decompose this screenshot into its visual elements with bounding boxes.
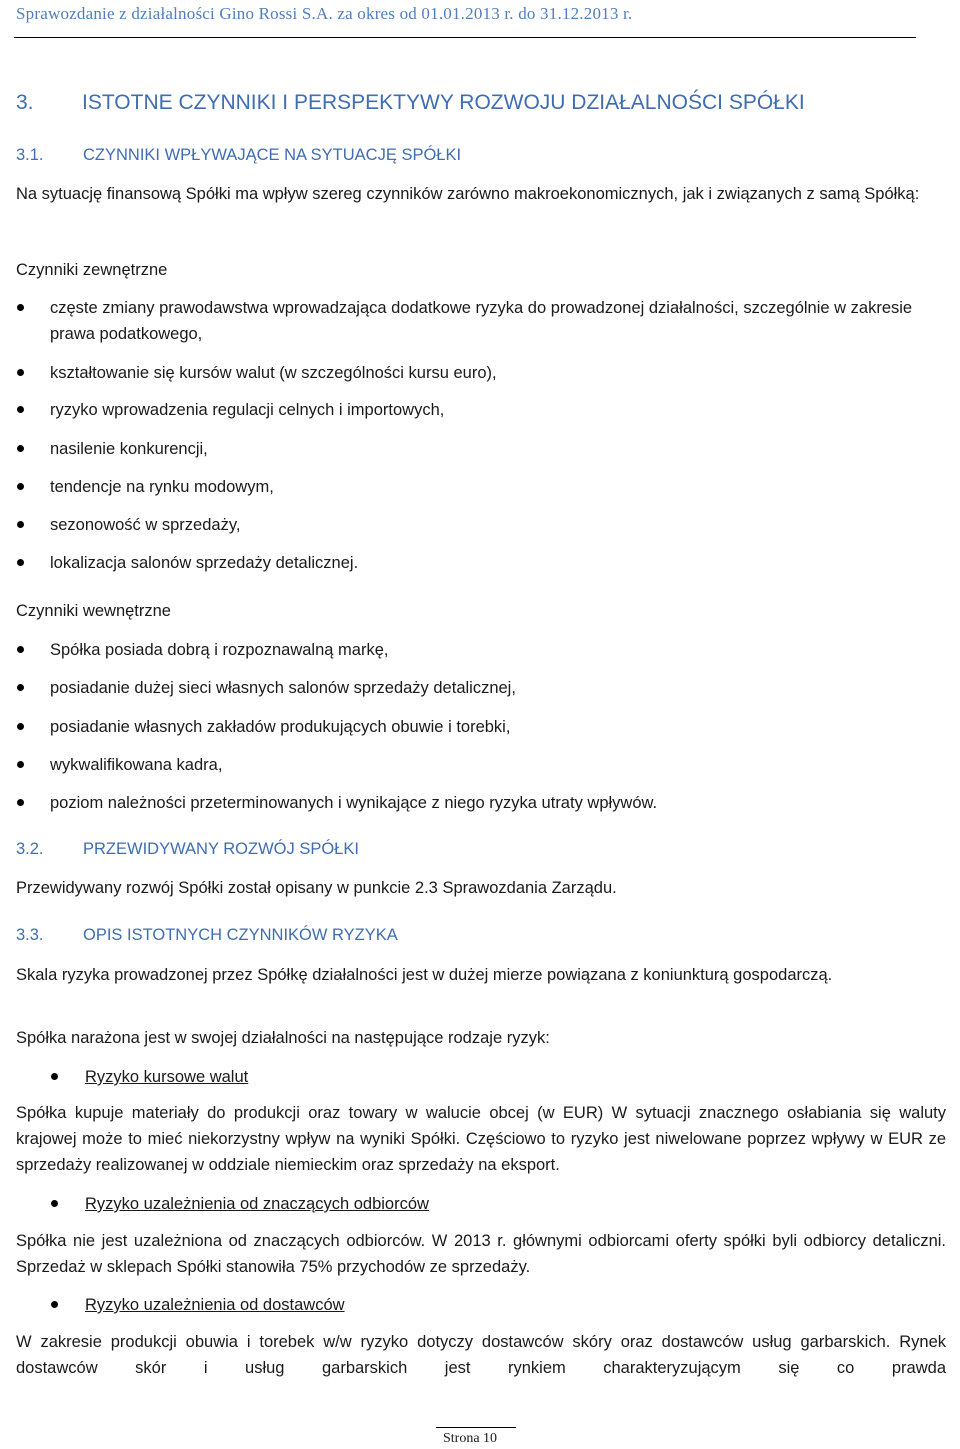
section-3-1-heading: [16, 146, 461, 165]
list-item: ryzyko wprowadzenia regulacji celnych i importowych,: [50, 397, 930, 423]
development-paragraph: Przewidywany rozwój Spółki został opisany w punkcie 2.3 Sprawozdania Zarządu.: [16, 879, 617, 897]
list-item: posiadanie własnych zakładów produkujących obuwie i torebki,: [50, 714, 930, 740]
document-header: Sprawozdanie z działalności Gino Rossi S.A. za okres od 01.01.2013 r. do 31.12.2013 r.: [16, 4, 633, 23]
section-3-heading: [16, 91, 805, 115]
list-item: częste zmiany prawodawstwa wprowadzająca dodatkowe ryzyka do prowadzonej działalności, szczególnie w zakresie prawa podatkowego,: [50, 295, 930, 347]
risk-currency-title: Ryzyko kursowe walut: [85, 1064, 248, 1090]
risk-customers-paragraph: Spółka nie jest uzależniona od znaczących odbiorców. W 2013 r. głównymi odbiorcami oferty spółki byli odbiorcy detaliczni. Sprzedaż w sklepach Spółki stanowiła 75% przychodów ze sprzedaży.: [16, 1232, 946, 1276]
section-number: 3.2.: [16, 840, 44, 858]
risk-scale-paragraph: Skala ryzyka prowadzonej przez Spółkę działalności jest w dużej mierze powiązana z koniunkturą gospodarczą.: [16, 966, 833, 984]
list-item: posiadanie dużej sieci własnych salonów sprzedaży detalicznej,: [50, 675, 930, 701]
header-divider: [14, 37, 916, 38]
list-item: poziom należności przeterminowanych i wynikające z niego ryzyka utraty wpływów.: [50, 790, 930, 816]
section-title: CZYNNIKI WPŁYWAJĄCE NA SYTUACJĘ SPÓŁKI: [83, 146, 462, 164]
internal-factors-label: Czynniki wewnętrzne: [16, 602, 171, 620]
section-number: 3.: [16, 91, 34, 114]
risk-types-paragraph: Spółka narażona jest w swojej działalności na następujące rodzaje ryzyk:: [16, 1029, 550, 1047]
list-item: wykwalifikowana kadra,: [50, 752, 930, 778]
section-title: ISTOTNE CZYNNIKI I PERSPEKTYWY ROZWOJU DZIAŁALNOŚCI SPÓŁKI: [82, 91, 805, 114]
section-3-3-heading: [16, 926, 398, 945]
intro-paragraph: Na sytuację finansową Spółki ma wpływ szereg czynników zarówno makroekonomicznych, jak i związanych z samą Spółką:: [16, 185, 920, 203]
list-item: sezonowość w sprzedaży,: [50, 512, 930, 538]
list-item: lokalizacja salonów sprzedaży detalicznej.: [50, 550, 930, 576]
section-number: 3.3.: [16, 926, 44, 944]
page-number: Strona 10: [443, 1431, 498, 1446]
section-title: OPIS ISTOTNYCH CZYNNIKÓW RYZYKA: [83, 926, 398, 944]
risk-customers-title: Ryzyko uzależnienia od znaczących odbiorców: [85, 1191, 429, 1217]
footer-divider: [436, 1427, 516, 1428]
section-3-2-heading: [16, 840, 359, 859]
risk-suppliers-paragraph: W zakresie produkcji obuwia i torebek w/w ryzyko dotyczy dostawców skóry oraz dostawców usług garbarskich. Rynek dostawców skór i usług garbarskich jest rynkiem charakteryzującym się co prawda: [16, 1333, 946, 1377]
risk-suppliers-title: Ryzyko uzależnienia od dostawców: [85, 1292, 345, 1318]
list-item: Spółka posiada dobrą i rozpoznawalną markę,: [50, 637, 930, 663]
list-item: nasilenie konkurencji,: [50, 436, 930, 462]
list-item: tendencje na rynku modowym,: [50, 474, 930, 500]
section-title: PRZEWIDYWANY ROZWÓJ SPÓŁKI: [83, 840, 359, 858]
risk-currency-paragraph: Spółka kupuje materiały do produkcji oraz towary w walucie obcej (w EUR) W sytuacji znacznego osłabiania się waluty krajowej może to mieć niekorzystny wpływ na wyniki Spółki. Częściowo to ryzyko jest niwelowane poprzez wpływy w EUR ze sprzedaży realizowanej w oddziale niemieckim oraz sprzedaży na eksport.: [16, 1104, 946, 1174]
list-item: kształtowanie się kursów walut (w szczególności kursu euro),: [50, 360, 930, 386]
external-factors-label: Czynniki zewnętrzne: [16, 261, 168, 279]
section-number: 3.1.: [16, 146, 44, 164]
